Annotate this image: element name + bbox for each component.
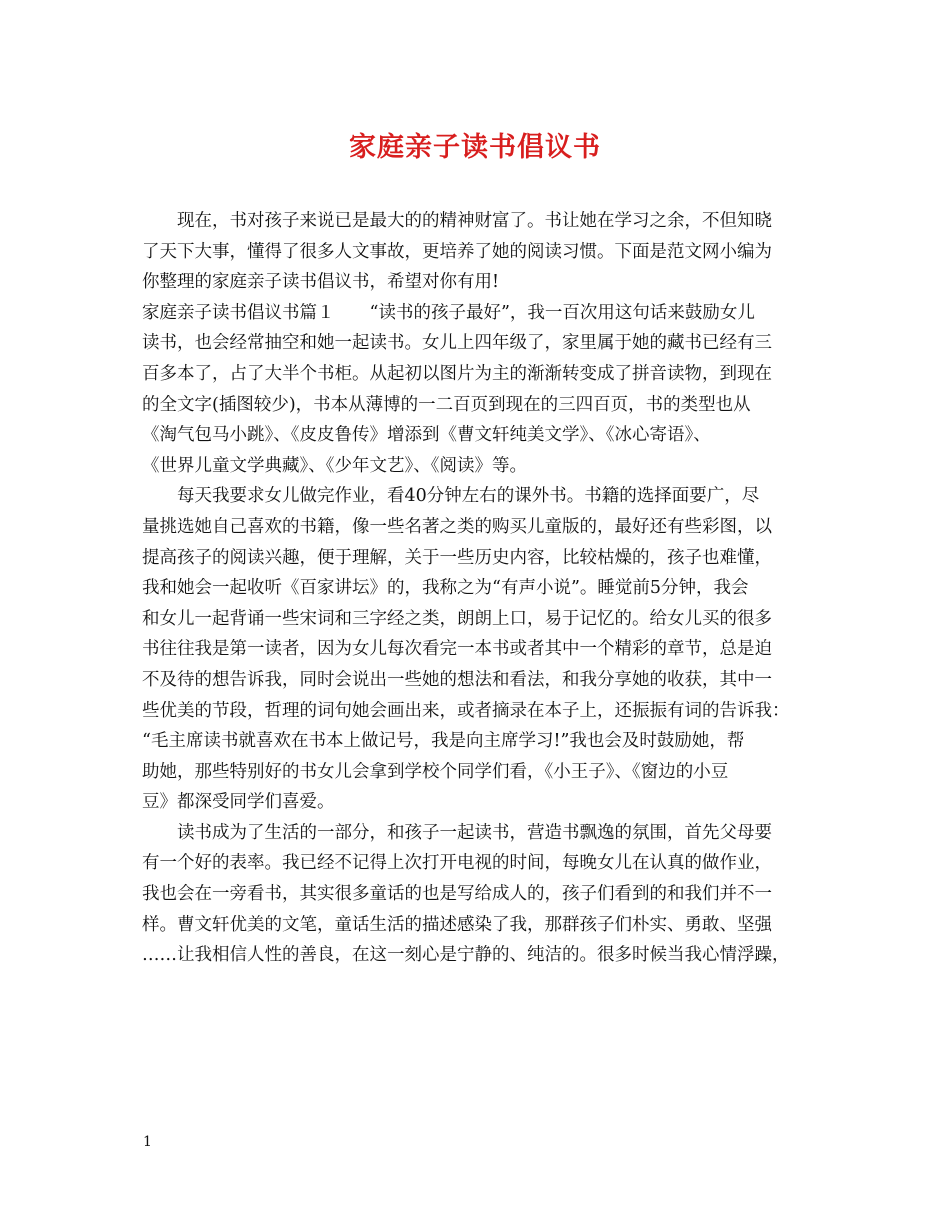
text-line: 豆》都深受同学们喜爱。: [142, 792, 335, 813]
text-line: ……让我相信人性的善良，在这一刻心是宁静的、纯洁的。很多时候当我心情浮躁，: [142, 945, 790, 966]
text-line: 量挑选她自己喜欢的书籍，像一些名著之类的购买儿童版的，最好还有些彩图，以: [142, 516, 772, 537]
text-line: 书往往我是第一读者，因为女儿每次看完一本书或者其中一个精彩的章节，总是迫: [142, 639, 772, 660]
text-line: 的全文字(插图较少)，书本从薄博的一二百页到现在的三四百页，书的类型也从: [142, 394, 751, 415]
text-line: 《世界儿童文学典藏》、《少年文艺》、《阅读》等。: [142, 455, 527, 476]
text-line: 读书成为了生活的一部分，和孩子一起读书，营造书飘逸的氛围，首先父母要: [177, 822, 772, 843]
text-line: 家庭亲子读书倡议书篇１ “读书的孩子最好”，我一百次用这句话来鼓励女儿: [142, 302, 755, 323]
page-number: 1: [143, 1134, 152, 1150]
text-line: 有一个好的表率。我已经不记得上次打开电视的时间，每晚女儿在认真的做作业，: [142, 853, 772, 874]
text-line: 助她，那些特别好的书女儿会拿到学校个同学们看，《小王子》、《窗边的小豆: [142, 761, 729, 782]
document-title: 家庭亲子读书倡议书: [349, 132, 601, 163]
text-line: 《淘气包马小跳》、《皮皮鲁传》增添到《曹文轩纯美文学》、《冰心寄语》、: [142, 425, 711, 446]
text-line: 样。曹文轩优美的文笔，童话生活的描述感染了我，那群孩子们朴实、勇敢、坚强: [142, 914, 772, 935]
text-line: 现在，书对孩子来说已是最大的的精神财富了。书让她在学习之余，不但知晓: [177, 211, 772, 231]
text-line: 和女儿一起背诵一些宋词和三字经之类，朗朗上口，易于记忆的。给女儿买的很多: [142, 608, 772, 629]
text-line: “毛主席读书就喜欢在书本上做记号，我是向主席学习!”我也会及时鼓励她，帮: [142, 731, 745, 752]
text-line: 我和她会一起收听《百家讲坛》的，我称之为“有声小说”。睡觉前5分钟，我会: [142, 578, 749, 599]
text-line: 些优美的节段，哲理的词句她会画出来，或者摘录在本子上，还振振有词的告诉我：: [142, 700, 790, 721]
text-line: 不及待的想告诉我，同时会说出一些她的想法和看法，和我分享她的收获，其中一: [142, 669, 772, 690]
document-body: [142, 206, 818, 971]
text-line: 了天下大事，懂得了很多人文事故，更培养了她的阅读习惯。下面是范文网小编为: [142, 241, 772, 262]
text-line: 提高孩子的阅读兴趣，便于理解，关于一些历史内容，比较枯燥的，孩子也难懂，: [142, 547, 772, 568]
text-line: 你整理的家庭亲子读书倡议书，希望对你有用!: [142, 272, 500, 293]
text-line: 每天我要求女儿做完作业，看40分钟左右的课外书。书籍的选择面要广，尽: [177, 486, 760, 507]
text-line: 百多本了，占了大半个书柜。从起初以图片为主的渐渐转变成了拼音读物，到现在: [142, 363, 772, 384]
text-line: 读书，也会经常抽空和她一起读书。女儿上四年级了，家里属于她的藏书已经有三: [142, 333, 772, 354]
text-line: 我也会在一旁看书，其实很多童话的也是写给成人的，孩子们看到的和我们并不一: [142, 884, 772, 905]
